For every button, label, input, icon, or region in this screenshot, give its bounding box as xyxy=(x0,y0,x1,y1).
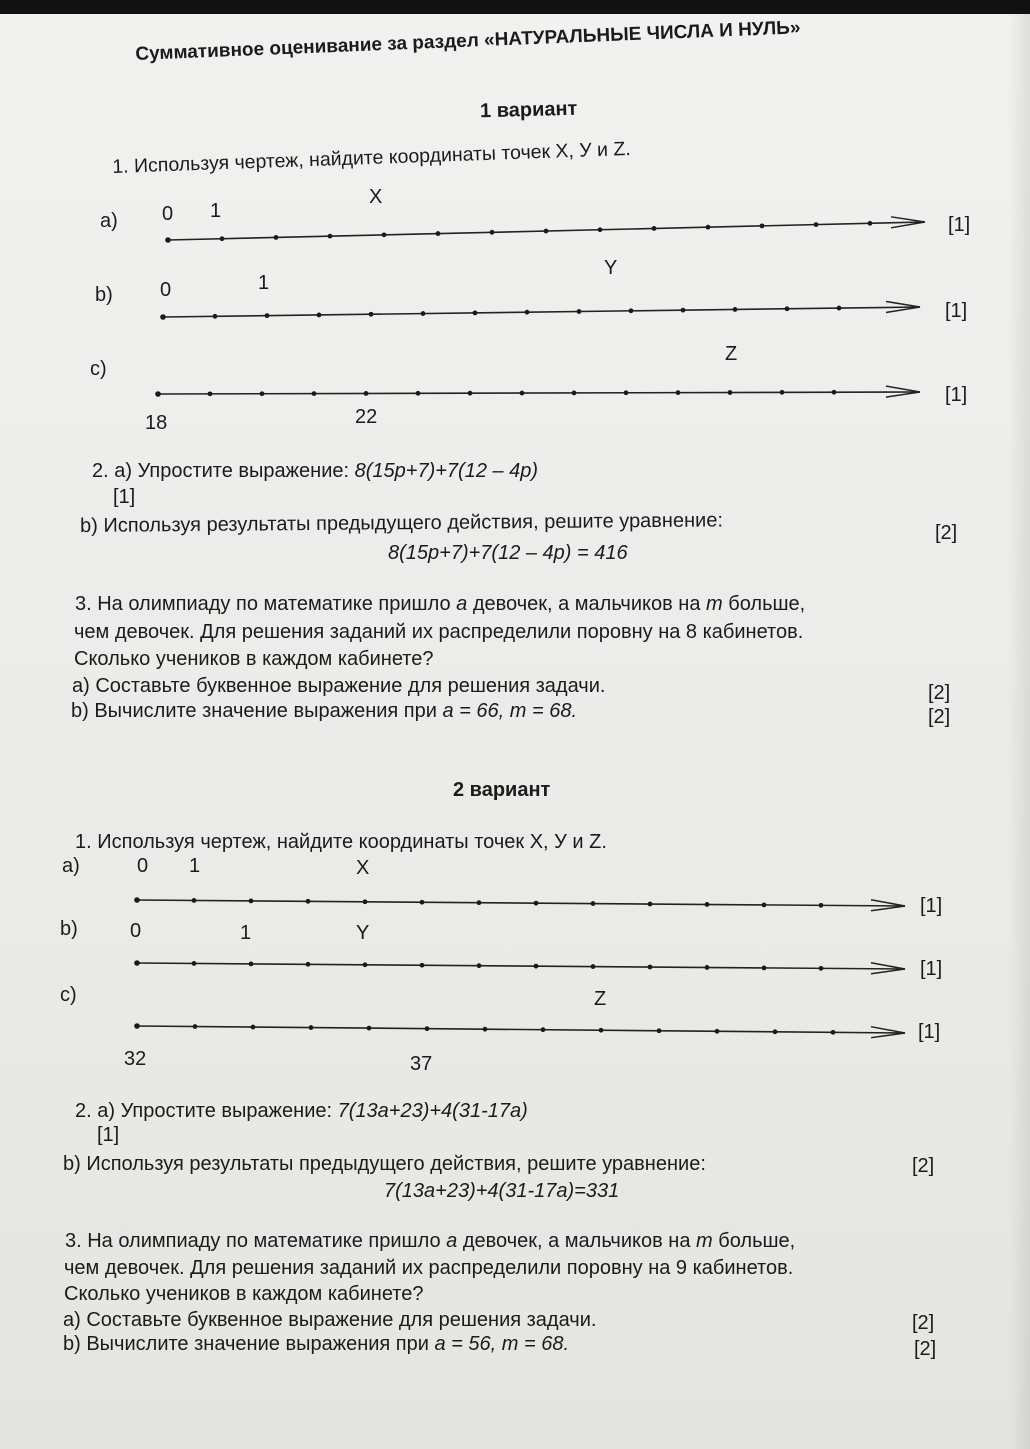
v2-q2a-score: [1] xyxy=(97,1124,120,1146)
v1-b-tick-dot xyxy=(317,313,322,318)
v1-q3-var-a: a xyxy=(456,593,468,615)
v2-q2a-expr: 7(13a+23)+4(31-17a) xyxy=(337,1100,528,1122)
v1-q1-text: 1. Используя чертеж, найдите координаты точек X, У и Z. xyxy=(112,137,632,178)
v2-a-tick-dot xyxy=(819,903,824,908)
v2-a-tick-dot xyxy=(306,899,311,904)
v1-b-tick-dot xyxy=(160,314,166,320)
v2-a-tick-dot xyxy=(534,901,539,906)
v1-b-number-line xyxy=(160,301,920,319)
v2-q3b-text: b) Вычислите значение выражения при xyxy=(63,1333,435,1355)
v2-c-tick-dot xyxy=(657,1028,662,1033)
v1-c-tick-dot xyxy=(155,391,161,397)
v2-q1a-score: [1] xyxy=(920,895,943,917)
v2-c-tick-dot xyxy=(541,1027,546,1032)
v2-q1b-label: b) xyxy=(60,918,78,940)
page-title: Суммативное оценивание за раздел «НАТУРАЛЬНЫЕ ЧИСЛА И НУЛЬ» xyxy=(135,17,801,65)
v1-q1a-point-x: X xyxy=(369,186,383,208)
v1-c-tick-dot xyxy=(676,390,681,395)
v1-b-tick-dot xyxy=(421,311,426,316)
v2-c-tick-dot xyxy=(773,1029,778,1034)
v2-b-tick-dot xyxy=(477,963,482,968)
v1-c-tick-dot xyxy=(728,390,733,395)
v1-a-tick-dot xyxy=(328,234,333,239)
v2-q3-line1-a: 3. На олимпиаду по математике пришло xyxy=(65,1230,447,1252)
v2-c-tick-dot xyxy=(193,1024,198,1029)
v1-q2b-score: [2] xyxy=(935,522,958,544)
v1-b-tick-dot xyxy=(265,313,270,318)
v1-b-tick-dot xyxy=(681,308,686,313)
v1-c-tick-dot xyxy=(572,391,577,396)
v1-c-tick-dot xyxy=(468,391,473,396)
v2-q1a-zero: 0 xyxy=(137,855,149,877)
v1-c-tick-dot xyxy=(780,390,785,395)
v2-b-tick-dot xyxy=(420,963,425,968)
v2-q2b-score: [2] xyxy=(912,1155,935,1177)
v2-b-tick-dot xyxy=(363,962,368,967)
v1-q1c-left: 18 xyxy=(145,412,168,434)
v2-q3-line3: Сколько учеников в каждом кабинете? xyxy=(64,1283,424,1305)
v2-q3b-score: [2] xyxy=(914,1338,937,1360)
v2-q2a xyxy=(75,1100,528,1123)
v2-a-tick-dot xyxy=(705,902,710,907)
v2-b-tick-dot xyxy=(534,964,539,969)
v2-q3-line1-c: больше, xyxy=(712,1230,796,1252)
v2-q3-line1-b: девочек, а мальчиков на xyxy=(457,1230,697,1252)
v2-q2b-expr: 7(13a+23)+4(31-17a)=331 xyxy=(384,1180,620,1202)
v1-q1b-label: b) xyxy=(95,284,113,306)
v1-q2b-text: b) Используя результаты предыдущего действия, решите уравнение: xyxy=(80,509,724,537)
v1-c-tick-dot xyxy=(208,391,213,396)
v2-q1a-label: a) xyxy=(62,855,80,877)
v2-a-tick-dot xyxy=(762,902,767,907)
v2-q1c-left: 32 xyxy=(124,1048,147,1070)
v2-q3-var-m: m xyxy=(696,1230,713,1252)
v2-q3-var-a: a xyxy=(446,1230,458,1252)
v2-q1b-zero: 0 xyxy=(130,920,142,942)
v2-c-tick-dot xyxy=(367,1026,372,1031)
v2-b-tick-dot xyxy=(249,961,254,966)
v1-c-tick-dot xyxy=(520,391,525,396)
v2-b-tick-dot xyxy=(134,960,140,966)
v1-q3-line1 xyxy=(75,593,805,616)
v2-c-tick-dot xyxy=(831,1030,836,1035)
v1-a-tick-dot xyxy=(436,231,441,236)
v1-b-tick-dot xyxy=(629,308,634,313)
v2-q1a-one: 1 xyxy=(189,855,201,877)
v1-b-axis-line xyxy=(163,307,920,317)
v1-q2b-expr: 8(15p+7)+7(12 – 4p) = 416 xyxy=(388,542,628,564)
v1-b-tick-dot xyxy=(733,307,738,312)
v1-a-tick-dot xyxy=(490,230,495,235)
v1-q1a-score: [1] xyxy=(948,214,971,236)
v2-q2a-text: 2. а) Упростите выражение: xyxy=(75,1100,333,1122)
v1-q1c-score: [1] xyxy=(945,384,968,406)
v2-b-tick-dot xyxy=(306,962,311,967)
v1-a-tick-dot xyxy=(220,236,225,241)
v2-q3a-text: а) Составьте буквенное выражение для решения задачи. xyxy=(63,1309,597,1331)
v2-c-tick-dot xyxy=(715,1029,720,1034)
variant2-heading: 2 вариант xyxy=(453,779,551,801)
v2-q1b-point-y: Y xyxy=(356,922,370,944)
v1-q3b xyxy=(71,700,577,723)
v1-c-tick-dot xyxy=(624,390,629,395)
v2-q3-line2: чем девочек. Для решения заданий их распределили поровну на 9 кабинетов. xyxy=(64,1257,794,1279)
v2-c-tick-dot xyxy=(134,1023,140,1029)
v2-b-tick-dot xyxy=(762,965,767,970)
v1-a-tick-dot xyxy=(760,223,765,228)
v1-q2a xyxy=(92,460,538,483)
v2-c-tick-dot xyxy=(483,1027,488,1032)
v1-c-tick-dot xyxy=(260,391,265,396)
v2-a-tick-dot xyxy=(420,900,425,905)
v1-q2a-text: 2. а) Упростите выражение: xyxy=(92,460,350,482)
v2-b-number-line xyxy=(134,960,905,974)
v2-q1c-point-z: Z xyxy=(594,988,607,1010)
v1-q3-line3: Сколько учеников в каждом кабинете? xyxy=(74,648,434,670)
v2-c-tick-dot xyxy=(251,1025,256,1030)
v1-q3-line1-c: больше, xyxy=(722,593,806,615)
v1-b-tick-dot xyxy=(785,306,790,311)
v2-a-tick-dot xyxy=(648,902,653,907)
v1-b-tick-dot xyxy=(577,309,582,314)
v2-c-number-line xyxy=(134,1023,905,1037)
v1-q1c-right: 22 xyxy=(355,406,378,428)
v1-c-tick-dot xyxy=(832,390,837,395)
v2-q1c-score: [1] xyxy=(918,1021,941,1043)
v1-c-tick-dot xyxy=(364,391,369,396)
v1-q3a-score: [2] xyxy=(928,682,951,704)
v1-a-tick-dot xyxy=(598,227,603,232)
v2-b-tick-dot xyxy=(648,965,653,970)
v2-a-tick-dot xyxy=(249,898,254,903)
v2-c-tick-dot xyxy=(309,1025,314,1030)
v2-b-tick-dot xyxy=(819,966,824,971)
v1-q2a-expr: 8(15p+7)+7(12 – 4p) xyxy=(354,460,539,482)
v1-c-axis-line xyxy=(158,392,920,394)
v1-a-tick-dot xyxy=(165,237,171,243)
v2-a-tick-dot xyxy=(134,897,140,903)
v2-b-tick-dot xyxy=(192,961,197,966)
v1-a-tick-dot xyxy=(274,235,279,240)
v1-q3b-score: [2] xyxy=(928,706,951,728)
v2-q1b-score: [1] xyxy=(920,958,943,980)
v1-q1b-score: [1] xyxy=(945,300,968,322)
v2-q3-line1 xyxy=(65,1230,795,1253)
v1-q3-line2: чем девочек. Для решения заданий их распределили поровну на 8 кабинетов. xyxy=(74,621,804,643)
v1-q1b-one: 1 xyxy=(258,272,270,294)
v1-a-number-line xyxy=(165,217,925,243)
v2-q3a-score: [2] xyxy=(912,1312,935,1334)
v1-a-tick-dot xyxy=(652,226,657,231)
v1-q1a-zero: 0 xyxy=(162,203,174,225)
v2-q3b xyxy=(63,1333,569,1356)
v2-q3b-vals: a = 56, m = 68. xyxy=(434,1333,570,1355)
v2-b-tick-dot xyxy=(591,964,596,969)
v2-c-tick-dot xyxy=(425,1026,430,1031)
v1-b-tick-dot xyxy=(473,310,478,315)
v1-q3-var-m: m xyxy=(706,593,723,615)
v2-c-tick-dot xyxy=(599,1028,604,1033)
v1-a-tick-dot xyxy=(868,221,873,226)
v2-q1b-one: 1 xyxy=(240,922,252,944)
v1-q3b-text: b) Вычислите значение выражения при xyxy=(71,700,443,722)
v2-q1-text: 1. Используя чертеж, найдите координаты точек X, У и Z. xyxy=(75,831,607,853)
v1-a-tick-dot xyxy=(706,225,711,230)
v2-q1c-label: c) xyxy=(60,984,77,1006)
v1-b-tick-dot xyxy=(837,306,842,311)
v2-q2b-text: b) Используя результаты предыдущего действия, решите уравнение: xyxy=(63,1153,706,1175)
v1-q3b-vals: a = 66, m = 68. xyxy=(442,700,578,722)
v1-q1a-label: a) xyxy=(100,210,118,232)
v1-q1b-point-y: Y xyxy=(604,257,618,279)
v1-a-tick-dot xyxy=(814,222,819,227)
v1-c-tick-dot xyxy=(312,391,317,396)
v2-a-tick-dot xyxy=(363,899,368,904)
v1-a-tick-dot xyxy=(544,229,549,234)
v1-q2a-score: [1] xyxy=(113,486,136,508)
v1-c-tick-dot xyxy=(416,391,421,396)
v1-q3-line1-b: девочек, а мальчиков на xyxy=(467,593,707,615)
v2-a-number-line xyxy=(134,897,905,911)
v2-q1a-point-x: X xyxy=(356,857,370,879)
v2-q1c-right: 37 xyxy=(410,1053,433,1075)
v1-q1c-label: c) xyxy=(90,358,107,380)
v2-a-tick-dot xyxy=(591,901,596,906)
v1-q1c-point-z: Z xyxy=(725,343,738,365)
v1-q3a-text: а) Составьте буквенное выражение для решения задачи. xyxy=(72,675,606,697)
variant1-heading: 1 вариант xyxy=(479,97,578,123)
v1-q1a-one: 1 xyxy=(210,200,222,222)
v2-b-tick-dot xyxy=(705,965,710,970)
v1-b-tick-dot xyxy=(525,310,530,315)
v1-a-tick-dot xyxy=(382,232,387,237)
v1-b-tick-dot xyxy=(369,312,374,317)
v1-q3-line1-a: 3. На олимпиаду по математике пришло xyxy=(75,593,457,615)
v1-b-tick-dot xyxy=(213,314,218,319)
v2-a-tick-dot xyxy=(477,900,482,905)
v1-q1b-zero: 0 xyxy=(160,279,172,301)
v1-c-number-line xyxy=(155,386,920,397)
v2-a-tick-dot xyxy=(192,898,197,903)
